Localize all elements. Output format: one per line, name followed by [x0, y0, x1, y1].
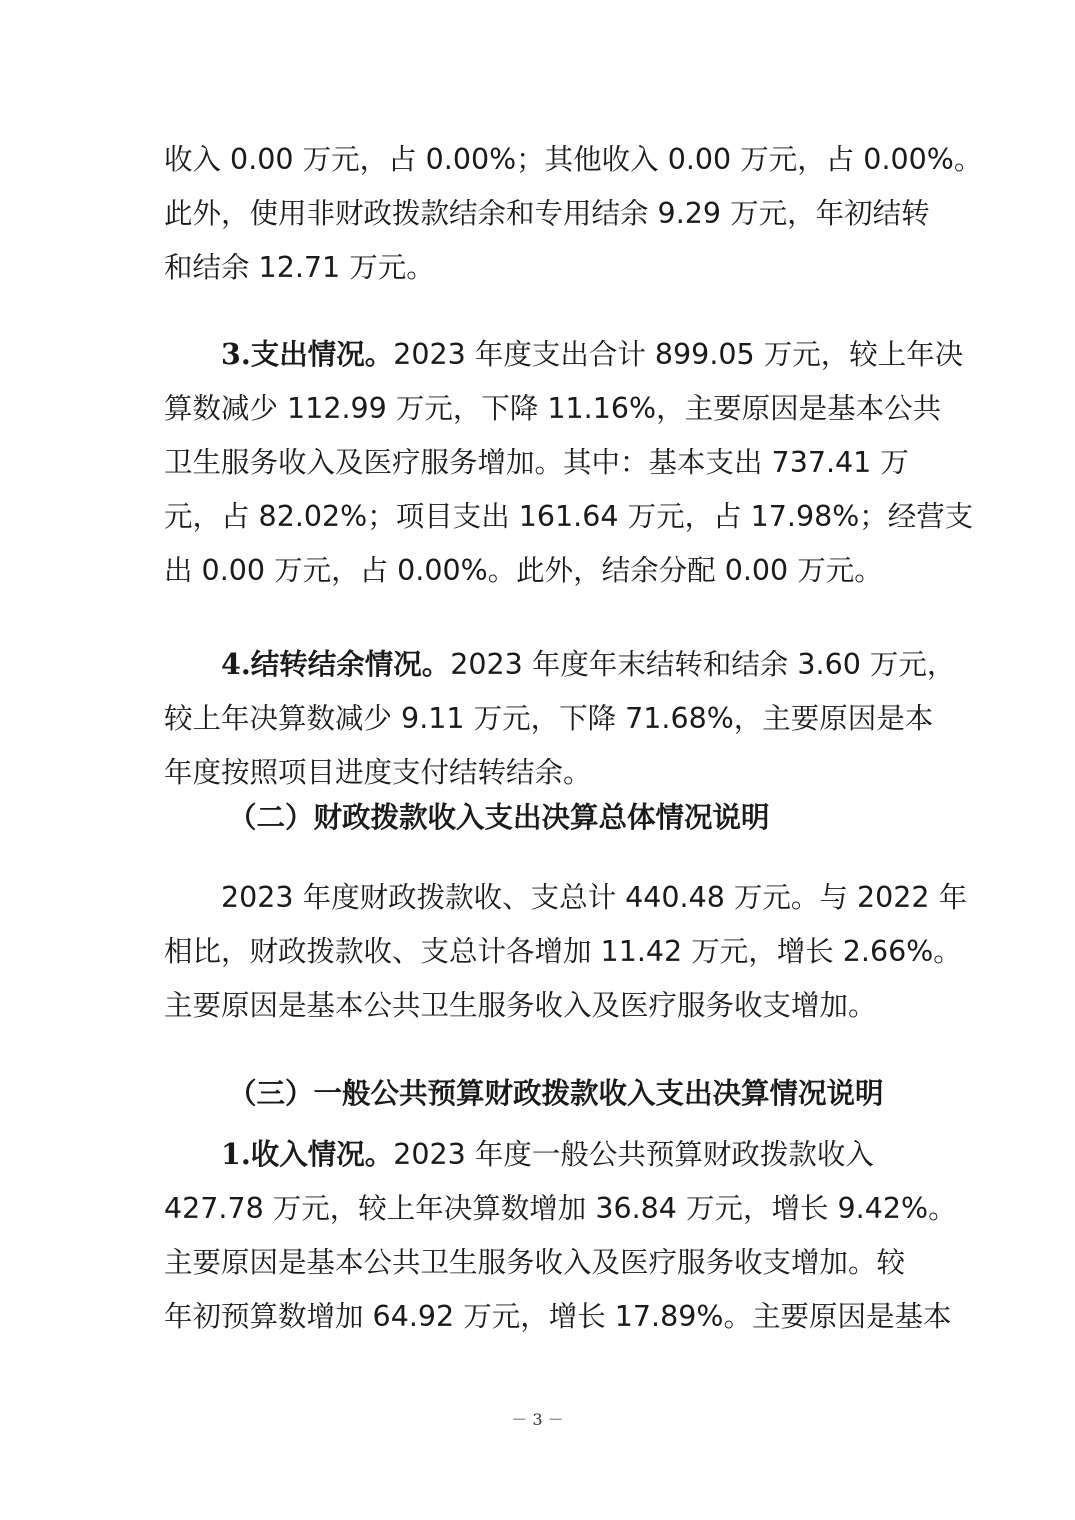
text-line: 427.78 万元，较上年决算数增加 36.84 万元，增长 9.42%。	[164, 1192, 957, 1225]
paragraph-carryover	[164, 637, 956, 800]
text-line	[164, 1127, 914, 1182]
text-line: 主要原因是基本公共卫生服务收入及医疗服务收支增加。	[164, 989, 877, 1022]
text-line	[164, 327, 964, 382]
text-line: 收入 0.00 万元，占 0.00%；其他收入 0.00 万元，占 0.00%。	[164, 143, 983, 176]
paragraph-fiscal-overview	[164, 871, 968, 1033]
paragraph-expenditure	[164, 327, 974, 598]
text-line: 卫生服务收入及医疗服务增加。其中：基本支出 737.41 万	[164, 446, 909, 479]
paragraph-income-continued	[164, 133, 983, 295]
page-number: － 3 －	[511, 1410, 564, 1429]
text-span: 2023 年度一般公共预算财政拨款收入	[393, 1138, 874, 1171]
section-heading-general-budget: （三）一般公共预算财政拨款收入支出决算情况说明	[228, 1076, 884, 1110]
text-line: 此外，使用非财政拨款结余和专用结余 9.29 万元，年初结转	[164, 197, 930, 230]
text-line: 出 0.00 万元，占 0.00%。此外，结余分配 0.00 万元。	[164, 554, 883, 587]
text-line: 主要原因是基本公共卫生服务收入及医疗服务收支增加。较	[164, 1246, 906, 1279]
section-lead: 4.结转结余情况。	[221, 647, 451, 681]
text-span: 2023 年度支出合计 899.05 万元，较上年决	[393, 338, 964, 371]
text-line: 和结余 12.71 万元。	[164, 251, 435, 284]
text-line: 较上年决算数减少 9.11 万元，下降 71.68%，主要原因是本	[164, 702, 934, 735]
text-line: 元，占 82.02%；项目支出 161.64 万元，占 17.98%；经营支	[164, 500, 974, 533]
text-line: 年度按照项目进度支付结转结余。	[164, 756, 592, 789]
text-span: 2023 年度年末结转和结余 3.60 万元，	[450, 648, 956, 681]
section-lead: 1.收入情况。	[221, 1137, 394, 1171]
text-line: 2023 年度财政拨款收、支总计 440.48 万元。与 2022 年	[221, 881, 968, 914]
text-line	[164, 637, 956, 692]
text-line: 算数减少 112.99 万元，下降 11.16%，主要原因是基本公共	[164, 392, 942, 425]
paragraph-general-budget-income	[164, 1127, 957, 1344]
section-lead: 3.支出情况。	[221, 337, 394, 371]
text-line: 相比，财政拨款收、支总计各增加 11.42 万元，增长 2.66%。	[164, 935, 962, 968]
section-heading-fiscal-overview: （二）财政拨款收入支出决算总体情况说明	[228, 800, 770, 834]
text-line: 年初预算数增加 64.92 万元，增长 17.89%。主要原因是基本	[164, 1300, 952, 1333]
